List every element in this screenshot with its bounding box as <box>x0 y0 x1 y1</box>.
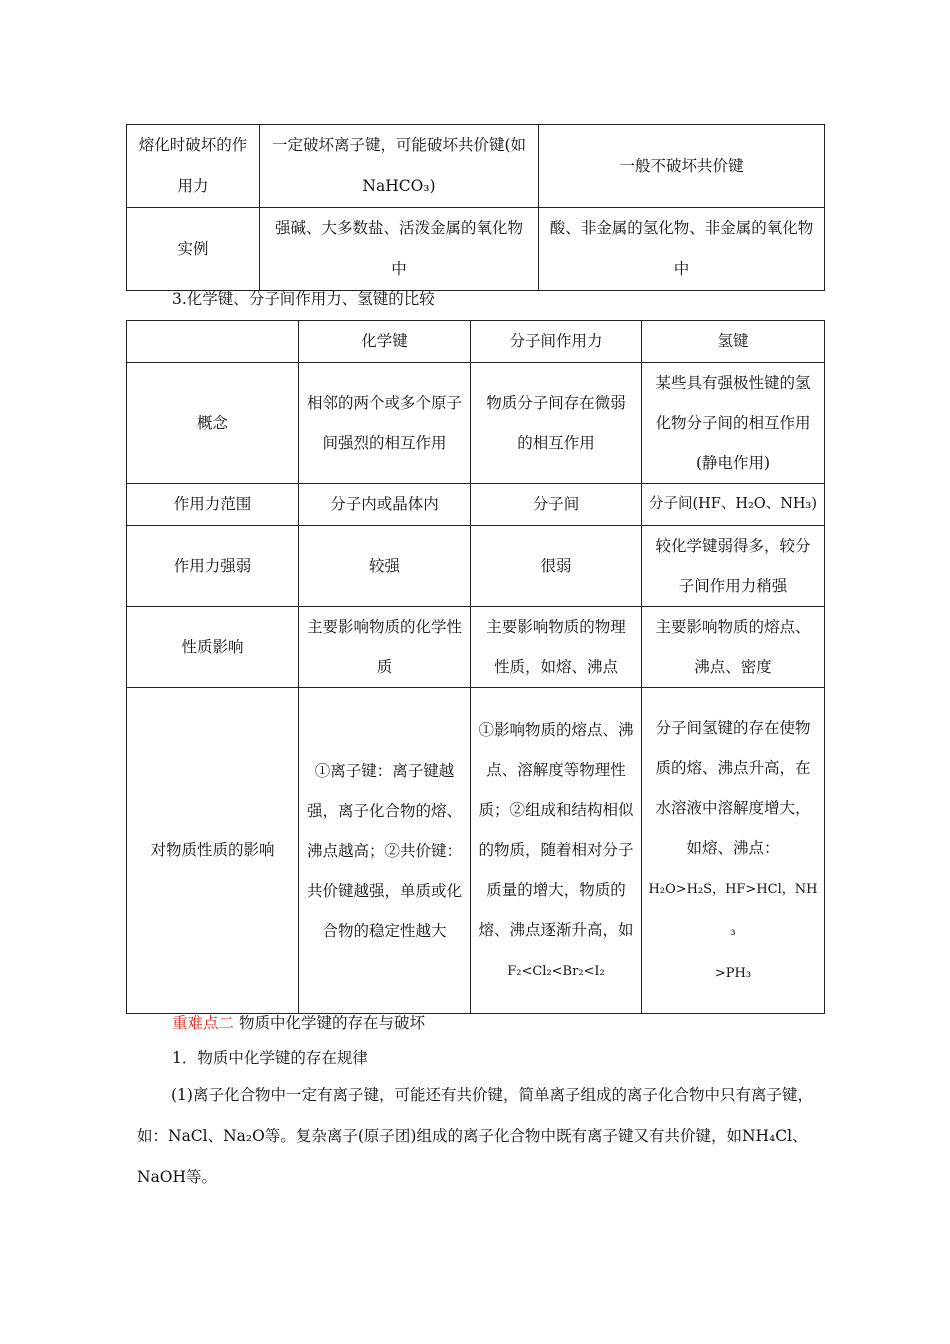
table-row <box>127 484 825 526</box>
chemical-bond-cell: 相邻的两个或多个原子间强烈的相互作用 <box>299 363 471 484</box>
row-label: 实例 <box>127 208 260 291</box>
key-point-tag: 重难点二 <box>172 1014 235 1032</box>
hydrogen-bond-cell: 主要影响物质的熔点、沸点、密度 <box>642 607 825 688</box>
row-label: 作用力强弱 <box>127 526 299 607</box>
header-cell-empty <box>127 321 299 363</box>
row-label: 作用力范围 <box>127 484 299 526</box>
intermolecular-force-cell: 物质分子间存在微弱的相互作用 <box>471 363 642 484</box>
ionic-crystal-cell: 强碱、大多数盐、活泼金属的氧化物中 <box>260 208 539 291</box>
header-chemical-bond: 化学键 <box>299 321 471 363</box>
hydrogen-bond-cell <box>642 688 825 1014</box>
table-row <box>127 208 825 291</box>
table-row <box>127 125 825 208</box>
key-point-title: 物质中化学键的存在与破坏 <box>238 1014 425 1032</box>
table-row <box>127 688 825 1014</box>
header-intermolecular-force: 分子间作用力 <box>471 321 642 363</box>
intermolecular-force-cell <box>471 688 642 1014</box>
molecular-crystal-cell: 一般不破坏共价键 <box>539 125 825 208</box>
key-point-heading <box>172 1011 425 1033</box>
section-3-heading: 3.化学键、分子间作用力、氢键的比较 <box>172 290 435 308</box>
molecular-crystal-cell: 酸、非金属的氢化物、非金属的氧化物中 <box>539 208 825 291</box>
subsection-1-heading: 1．物质中化学键的存在规律 <box>172 1049 368 1067</box>
hydride-formula-1: H₂O>H₂S，HF>HCl，NH₃ <box>648 881 818 939</box>
table-row <box>127 363 825 484</box>
hydrogen-bond-cell: 分子间(HF、H₂O、NH₃) <box>642 484 825 526</box>
paragraph-1: (1)离子化合物中一定有离子键，可能还有共价键，简单离子组成的离子化合物中只有离子键，如：NaCl、Na₂O等。复杂离子(原子团)组成的离子化合物中既有离子键又有共价键，如NH₄Cl、NaOH等。 <box>137 1086 813 1186</box>
bond-comparison-table <box>126 320 825 1014</box>
row-label: 对物质性质的影响 <box>127 688 299 1014</box>
chemical-bond-cell: 较强 <box>299 526 471 607</box>
chemical-bond-cell: ①离子键：离子键越强，离子化合物的熔、沸点越高；②共价键：共价键越强，单质或化合物的稳定性越大 <box>299 688 471 1014</box>
chemical-bond-cell: 主要影响物质的化学性质 <box>299 607 471 688</box>
table-header-row <box>127 321 825 363</box>
row-label: 熔化时破坏的作用力 <box>127 125 260 208</box>
hydrogen-bond-effect-text: 分子间氢键的存在使物质的熔、沸点升高，在水溶液中溶解度增大，如熔、沸点： <box>655 718 811 857</box>
halogen-formula: F₂<Cl₂<Br₂<I₂ <box>507 963 605 979</box>
intermolecular-force-cell: 很弱 <box>471 526 642 607</box>
row-label: 性质影响 <box>127 607 299 688</box>
hydrogen-bond-cell: 某些具有强极性键的氢化物分子间的相互作用(静电作用) <box>642 363 825 484</box>
table-row <box>127 526 825 607</box>
row-label: 概念 <box>127 363 299 484</box>
intermolecular-force-cell: 分子间 <box>471 484 642 526</box>
ionic-crystal-cell: 一定破坏离子键，可能破坏共价键(如NaHCO₃) <box>260 125 539 208</box>
crystal-comparison-table <box>126 124 825 291</box>
hydride-formula-2: >PH₃ <box>714 965 752 981</box>
intermolecular-effect-text: ①影响物质的熔点、沸点、溶解度等物理性质；②组成和结构相似的物质，随着相对分子质量的增大，物质的熔、沸点逐渐升高，如 <box>478 720 634 939</box>
header-hydrogen-bond: 氢键 <box>642 321 825 363</box>
intermolecular-force-cell: 主要影响物质的物理性质，如熔、沸点 <box>471 607 642 688</box>
chemical-bond-cell: 分子内或晶体内 <box>299 484 471 526</box>
hydrogen-bond-cell: 较化学键弱得多，较分子间作用力稍强 <box>642 526 825 607</box>
table-row <box>127 607 825 688</box>
